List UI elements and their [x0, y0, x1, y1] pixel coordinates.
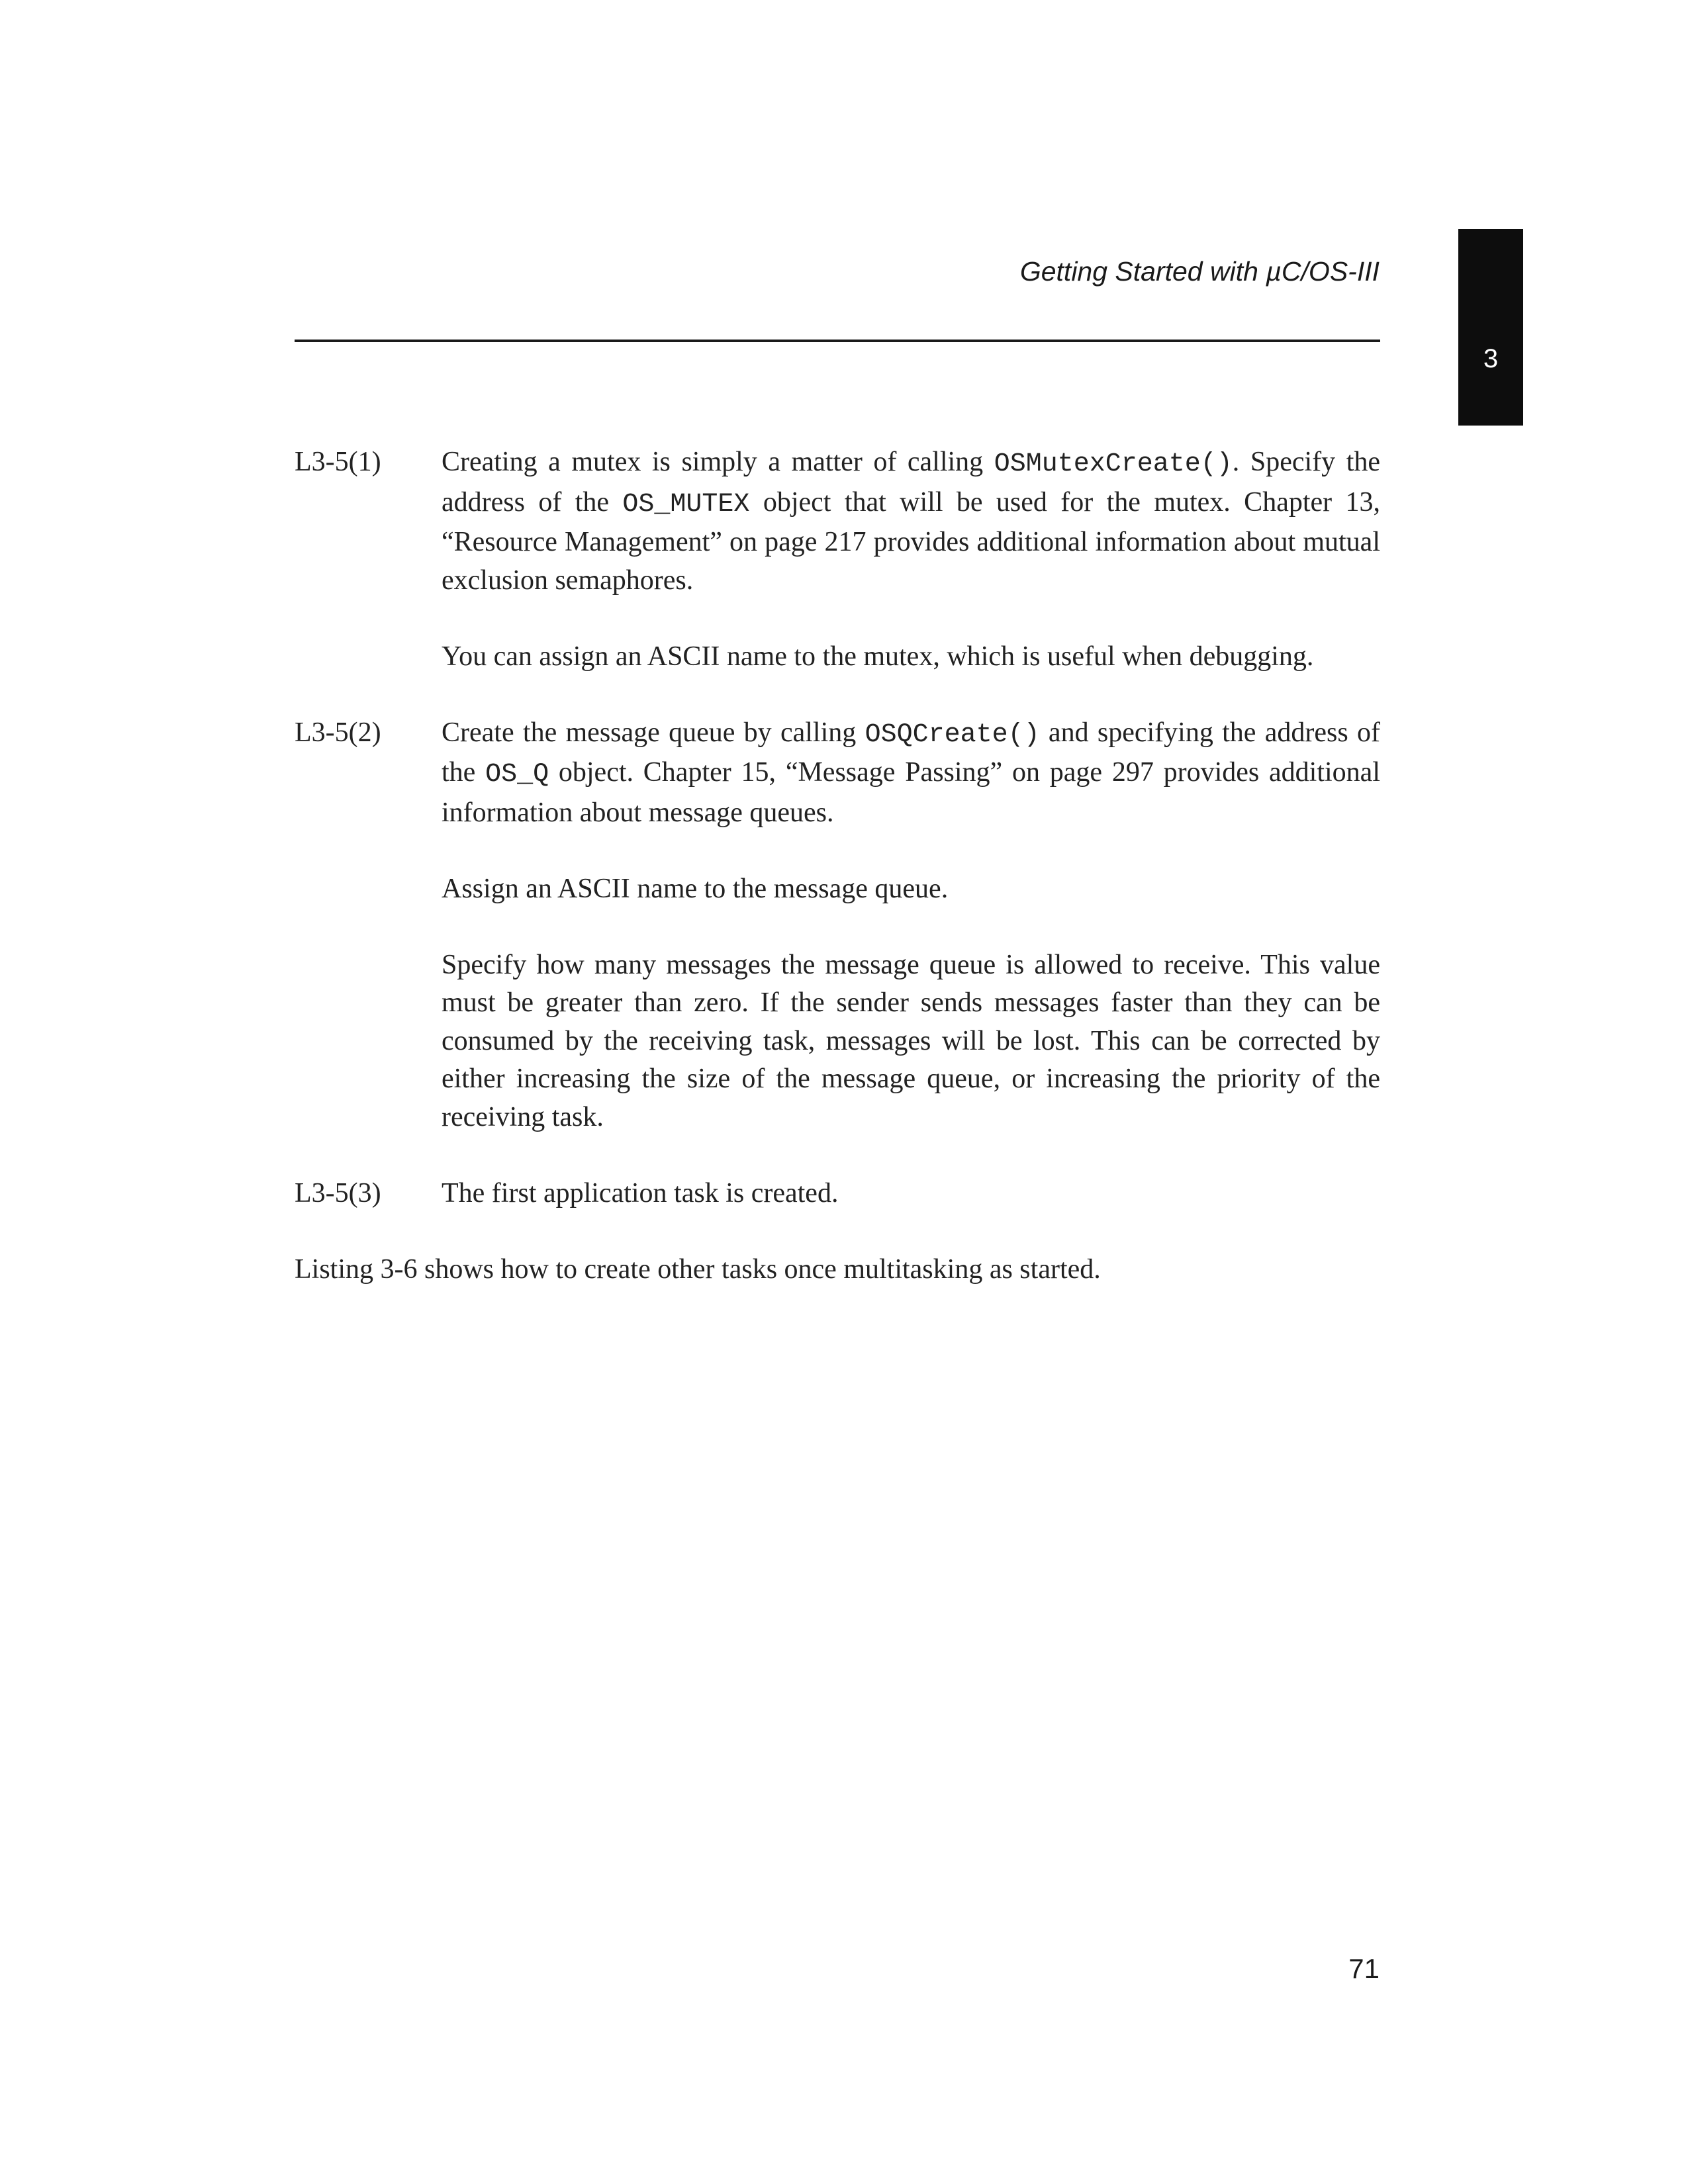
page-number: 71 — [1348, 1953, 1380, 1984]
note-l3-5-2 — [295, 714, 1380, 1175]
note-l3-5-3 — [295, 1175, 1380, 1251]
note-label: L3-5(1) — [295, 447, 381, 477]
chapter-tab-number: 3 — [1483, 344, 1499, 373]
paragraph: Assign an ASCII name to the message queue. — [442, 873, 949, 904]
note-l3-5-1 — [295, 443, 1380, 714]
note-body — [442, 1175, 1380, 1251]
code-type-name: OS_MUTEX — [622, 489, 750, 520]
paragraph: The first application task is created. — [442, 1177, 839, 1208]
code-type-name: OS_Q — [485, 760, 549, 790]
page-content — [295, 443, 1380, 1289]
closing-paragraph: Listing 3-6 shows how to create other tasks once multitasking as started. — [295, 1253, 1101, 1285]
text-run: and specifying the address of the — [442, 717, 1380, 788]
note-body — [442, 714, 1380, 1175]
text-run: object. Chapter 15, “Message Passing” on page 297 provides additional information about message queues. — [442, 757, 1380, 828]
paragraph — [442, 714, 1380, 833]
text-run: object that will be used for the mutex. Chapter 13, “Resource Management” on page 217 provides additional information about mutual exclusion semaphores. — [442, 486, 1381, 596]
text-run: . Specify the address of the — [442, 447, 1380, 518]
paragraph: Specify how many messages the message queue is allowed to receive. This value must be greater than zero. If the sender sends messages faster than they can be consumed by the receiving task, messages will be lost. This can be corrected by either increasing the size of the message queue, or increasing the priority of the receiving task. — [442, 949, 1380, 1132]
running-header: Getting Started with µC/OS-III — [1019, 256, 1380, 287]
note-label: L3-5(3) — [295, 1177, 381, 1208]
code-function-name: OSMutexCreate() — [994, 449, 1233, 479]
note-body — [442, 443, 1380, 714]
header-rule — [295, 340, 1380, 342]
paragraph: You can assign an ASCII name to the mutex, which is useful when debugging. — [442, 641, 1314, 672]
note-label: L3-5(2) — [295, 717, 381, 748]
chapter-tab — [1458, 229, 1523, 426]
text-run: Create the message queue by calling — [442, 717, 865, 748]
text-run: Creating a mutex is simply a matter of calling — [442, 447, 994, 477]
paragraph — [442, 443, 1380, 600]
code-function-name: OSQCreate() — [865, 719, 1040, 750]
